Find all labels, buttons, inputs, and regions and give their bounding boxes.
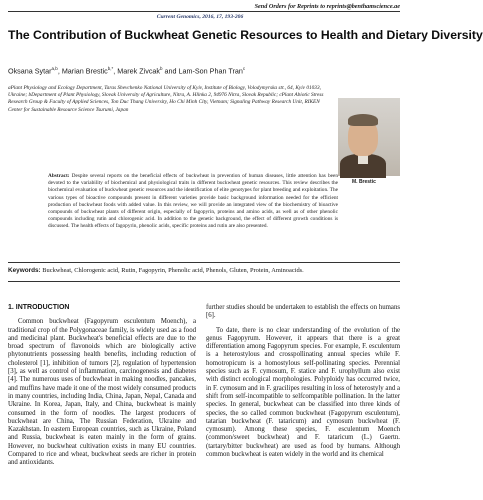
paper-title: The Contribution of Buckwheat Genetic Resources to Health and Dietary Diversity: [8, 28, 483, 42]
section-heading: 1. INTRODUCTION: [8, 304, 70, 311]
keywords: [8, 267, 400, 274]
affiliations: aPlant Physiology and Ecology Department, Taras Shevchenko National University of Kyiv, Institute of Biology, Volodymyrska str., 64, Kyiv 01033, Ukraine; bDepartment of Plant Physiology, Slovak University of Agriculture, Nitra, A. Hlinka 2, 94976 Nitra, Slovak Republic; cPlant Abiotic Stress Research Group & Faculty of Applied Sciences, Ton Duc Thang University, Ho Chi Minh City, Vietnam; Signaling Pathway Research Unit, RIKEN Center for Sustainable Resource Science Tsurumi, Japan: [8, 85, 324, 113]
photo-caption: M. Brestic: [352, 179, 376, 185]
keywords-text: Buckwheat, Chlorogenic acid, Rutin, Fagopyrin, Phenolic acid, Phenols, Gluten, Protein, Aminoacids.: [42, 267, 304, 274]
author-name: Marian Brestic: [61, 66, 108, 76]
header-bar: [8, 2, 400, 12]
column-right: [206, 304, 400, 459]
journal-citation: Current Genomics, 2016, 17, 193-206: [156, 14, 244, 20]
divider-top: [8, 262, 400, 263]
author-affiliation-marker: b: [160, 66, 163, 71]
abstract-text: Despite several reports on the beneficial effects of buckwheat in prevention of human diseases, little attention has been devoted to the variability of biochemical and physiological traits in different buckwheat genetic resources. This review describes the biochemical evaluation of buckwheat genetic resources and the identification of elite genotypes for plant breeding and exploitation. The various types of bioactive compounds present in different varieties provide basic background information needed for the efficient production of buckwheat foods with added value. In this review, we will provide an integrated view of the biochemistry of bioactive compounds of buckwheat plants of different origin, especially of fagopyrin, proteins and amino acids, as well as of other phenolic compounds including rutin and chlorogenic acid. In addition to the genetic background, the effect of different growth conditions is discussed. The health effects of fagopyrin, phenolic acids, specific proteins and rutin are also presented.: [48, 173, 338, 230]
author-affiliation-marker: a,b: [51, 66, 58, 71]
author-name: Lam-Son Phan Tran: [178, 66, 243, 76]
author-affiliation-marker: c: [242, 66, 246, 71]
author-photo: [338, 98, 400, 176]
author-list: Oksana Sytar$^{a,b}$, Marian Brestic$^{b,*}$, Marek Zivcak$^b$ and Lam-Son Phan Tran$^c$: [8, 66, 246, 76]
author-name: Marek Zivcak: [117, 66, 160, 76]
column-left: [8, 304, 196, 468]
paragraph: Common buckwheat (Fagopyrum esculentum Moench), a traditional crop of the Polygonaceae family, is widely used as a food and medicinal plant. Buckwheat's beneficial effects are due to the broad spectrum of flavonoids which are biologically active phytonutrients possessing health benefits, including reduction of cholesterol [1], inhibition of tumors [2], regulation of hypertension [3], as well as control of inflammation, carcinogenesis and diabetes [4]. The numerous uses of buckwheat in making noodles, pancakes, and muffins have made it one of the most widely consumed products in many countries, including India, China, Japan, Nepal, Canada and Ukraine. In Korea, Japan, Italy, and China, buckwheat is mainly consumed in the form of noodles. The largest producers of buckwheat are China, The Russian Federation, Ukraine and Kazakhstan. In eastern European countries, such as Ukraine, Poland and Russia, buckwheat is eaten mainly in the form of grains. However, no buckwheat cultivation exists in many EU countries. Compared to rice and wheat, buckwheat seeds are richer in protein and antioxidants.: [8, 318, 196, 467]
abstract: [48, 173, 338, 231]
keywords-label: Keywords:: [8, 267, 41, 274]
paragraph: further studies should be undertaken to establish the effects on humans [6].: [206, 304, 400, 320]
abstract-label: Abstract:: [48, 173, 70, 179]
author-name: Oksana Sytar: [8, 66, 52, 76]
author-affiliation-marker: b,*: [107, 66, 114, 71]
reprints-notice: Send Orders for Reprints to reprints@benthamscience.ae: [254, 3, 400, 10]
divider-bottom: [8, 281, 400, 282]
paragraph: To date, there is no clear understanding of the evolution of the genus Fagopyrum. However, it appears that there is a great differentiation among Fagopyrum species. For example, F. esculentum is a heterostylous and crosspollinating annual species while F. homotropicum is a homostylous self-pollinating species. Perennial species such as F. cymosum, F. statice and F. urophyllum also exist with distinct ecological morphologies. Polyploidy has occurred twice, in F. cymosum and in F. gracilipes resulting in loss of heterostyly and a shift from self-incompatible to selfcompatible pollination. In the latter species. In general, buckwheat can be classified into three kinds of species, the so called common buckwheat (Fagopyrum esculentum), tatarian buckwheat (F. tataricum) and cymosum buckwheat (F. cymosum). Among these species, F. esculentum Moench (common/sweet buckwheat) and F. tataricum (L.) Gaertn. (tartary/bitter buckwheat) are used as food by humans. Although common buckwheat is eaten widely in the world and its chemical: [206, 326, 400, 459]
